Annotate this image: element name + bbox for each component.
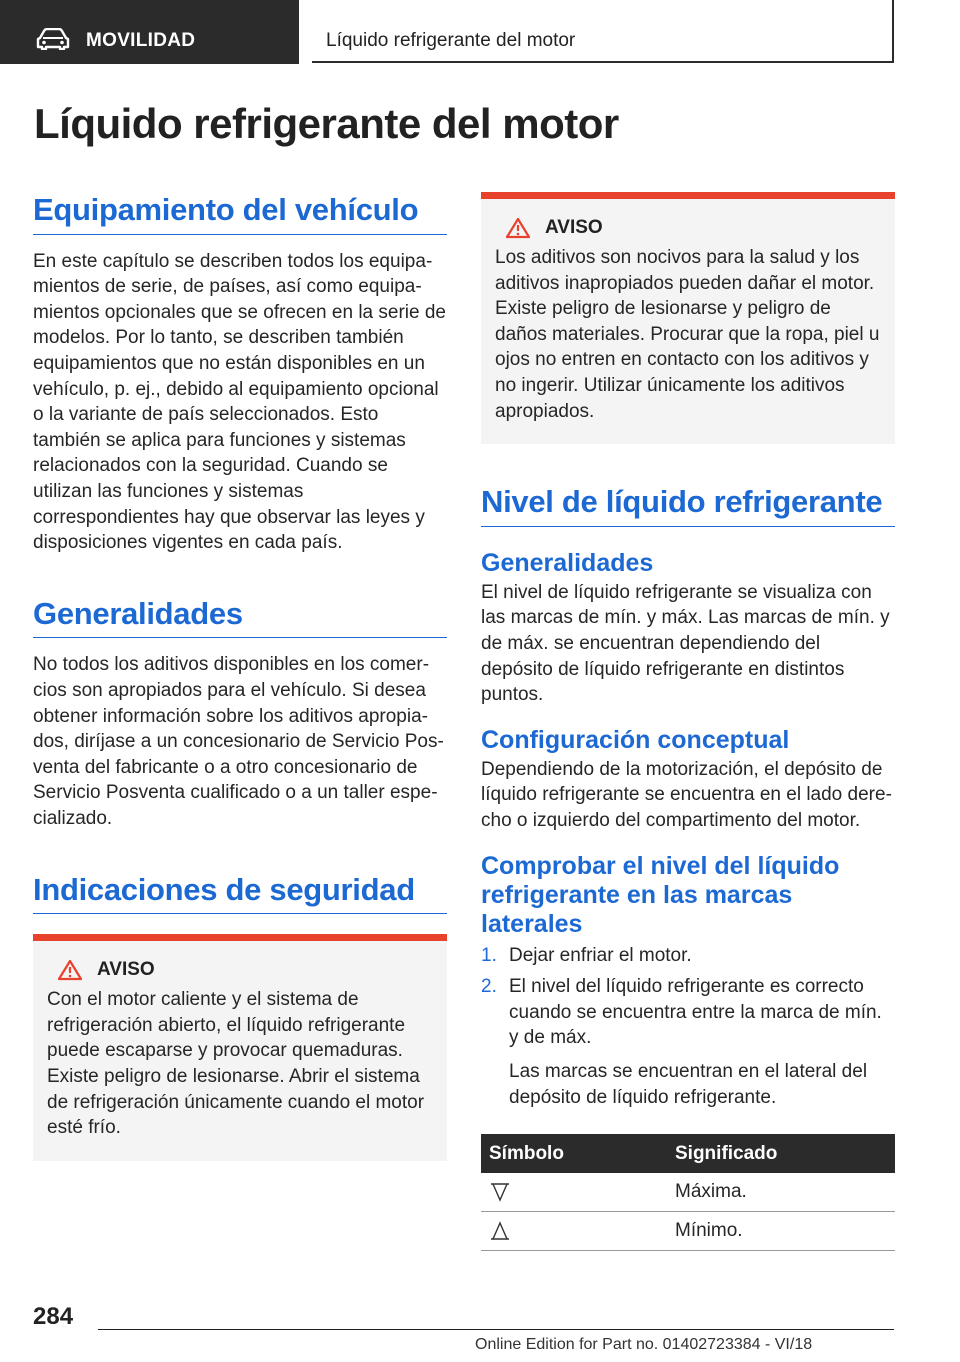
meaning-cell: Máxima. <box>667 1173 895 1212</box>
general-text: El nivel de líquido refrigerante se visualiza con las marcas de mín. y máx. Las marcas de mín. y de máx. se encuentran dependiendo del depósito de líquido refrigerante en distintos puntos. <box>481 581 890 706</box>
equipment-text: En este capítulo se describen todos los equipamientos de serie, de países, así como equipamientos opcionales que se ofrecen en la serie de modelos. Por lo tanto, se describen también equipamientos que no están disponibles en un vehículo, p. ej., debido al equipamiento opcional o la variante de país seleccionados. Esto también se aplica para funciones y sistemas relacionados con la seguridad. Cuando se utilizan las funciones y sistemas correspondientes hay que observar las leyes y disposiciones vigentes en cada país. <box>33 250 446 554</box>
column-header-meaning: Significado <box>667 1134 895 1173</box>
general-heading: Generalidades <box>33 596 447 639</box>
max-mark-icon <box>489 1181 511 1203</box>
right-column <box>481 192 895 1251</box>
general-subheading: Generalidades <box>481 548 654 577</box>
header-section-tab <box>0 0 299 64</box>
equipment-heading: Equipamiento del vehículo <box>33 192 447 235</box>
min-mark-icon <box>489 1220 511 1242</box>
step-number: 2. <box>481 976 497 998</box>
step-text: Dejar enfriar el motor. <box>509 944 692 966</box>
warning-triangle-icon <box>505 217 531 239</box>
step-text: El nivel del líquido refrigerante es correcto cuando se encuentra entre la marca de mín. y de máx. <box>509 976 882 1049</box>
warning-text: Con el motor caliente y el sistema de refrigeración abierto, el líquido refrigerante puede escaparse y provocar quemaduras. Existe peligro de lesionarse. Abrir el sistema de refrigeración únicamente cuando el motor esté frío. <box>47 989 425 1139</box>
page-number: 284 <box>33 1303 74 1330</box>
symbol-cell <box>481 1212 667 1251</box>
footer-divider <box>98 1329 894 1330</box>
edition-note: Online Edition for Part no. 01402723384 - VI/18 <box>475 1336 813 1353</box>
coolant-level-heading: Nivel de líquido refrigerante <box>481 484 895 527</box>
list-item <box>481 974 895 1110</box>
chapter-title: Líquido refrigerante del motor <box>326 30 576 51</box>
step-number: 1. <box>481 944 497 966</box>
config-text: Dependiendo de la motorización, el depósito de líquido refrigerante se encuentra en el lado derecho o izquierdo del compartimento del motor. <box>481 758 892 831</box>
table-row <box>481 1173 895 1212</box>
warning-header <box>495 217 881 239</box>
check-subheading: Comprobar el nivel del líquido refrigerante en las marcas laterales <box>481 851 840 938</box>
config-subheading: Configuración conceptual <box>481 725 790 754</box>
symbol-table <box>481 1134 895 1251</box>
warning-triangle-icon <box>57 959 83 981</box>
meaning-cell: Mínimo. <box>667 1212 895 1251</box>
table-header-row <box>481 1134 895 1173</box>
table-row <box>481 1212 895 1251</box>
warning-box <box>33 934 447 1161</box>
safety-heading: Indicaciones de seguridad <box>33 872 447 915</box>
symbol-cell <box>481 1173 667 1212</box>
column-header-symbol: Símbolo <box>481 1134 667 1173</box>
warning-box <box>481 192 895 444</box>
warning-label: AVISO <box>545 217 603 238</box>
list-item <box>481 943 895 969</box>
section-title: MOVILIDAD <box>86 30 196 51</box>
left-column <box>33 192 447 1161</box>
steps-list <box>481 943 895 1111</box>
general-text: No todos los aditivos disponibles en los comercios son apropiados para el vehículo. Si desea obtener información sobre los aditivos apropiados, diríjase a un concesionario de Servicio Posventa del fabricante o a otro concesionario de Servicio Posventa cualificado o a un taller especializado. <box>33 654 444 829</box>
header-chapter-tab <box>312 0 894 63</box>
warning-text: Los aditivos son nocivos para la salud y los aditivos inapropiados pueden dañar el motor. Existe peligro de lesionarse y peligro de daños materiales. Procurar que la ropa, piel u ojos no entren en contacto con los aditivos y no ingerir. Utilizar únicamente los aditivos apropiados. <box>495 247 880 422</box>
warning-label: AVISO <box>97 959 155 981</box>
page-title: Líquido refrigerante del motor <box>34 100 619 147</box>
step-note: Las marcas se encuentran en el lateral del depósito de líquido refrigerante. <box>509 1060 868 1108</box>
car-icon <box>36 28 70 50</box>
warning-header <box>47 959 433 981</box>
